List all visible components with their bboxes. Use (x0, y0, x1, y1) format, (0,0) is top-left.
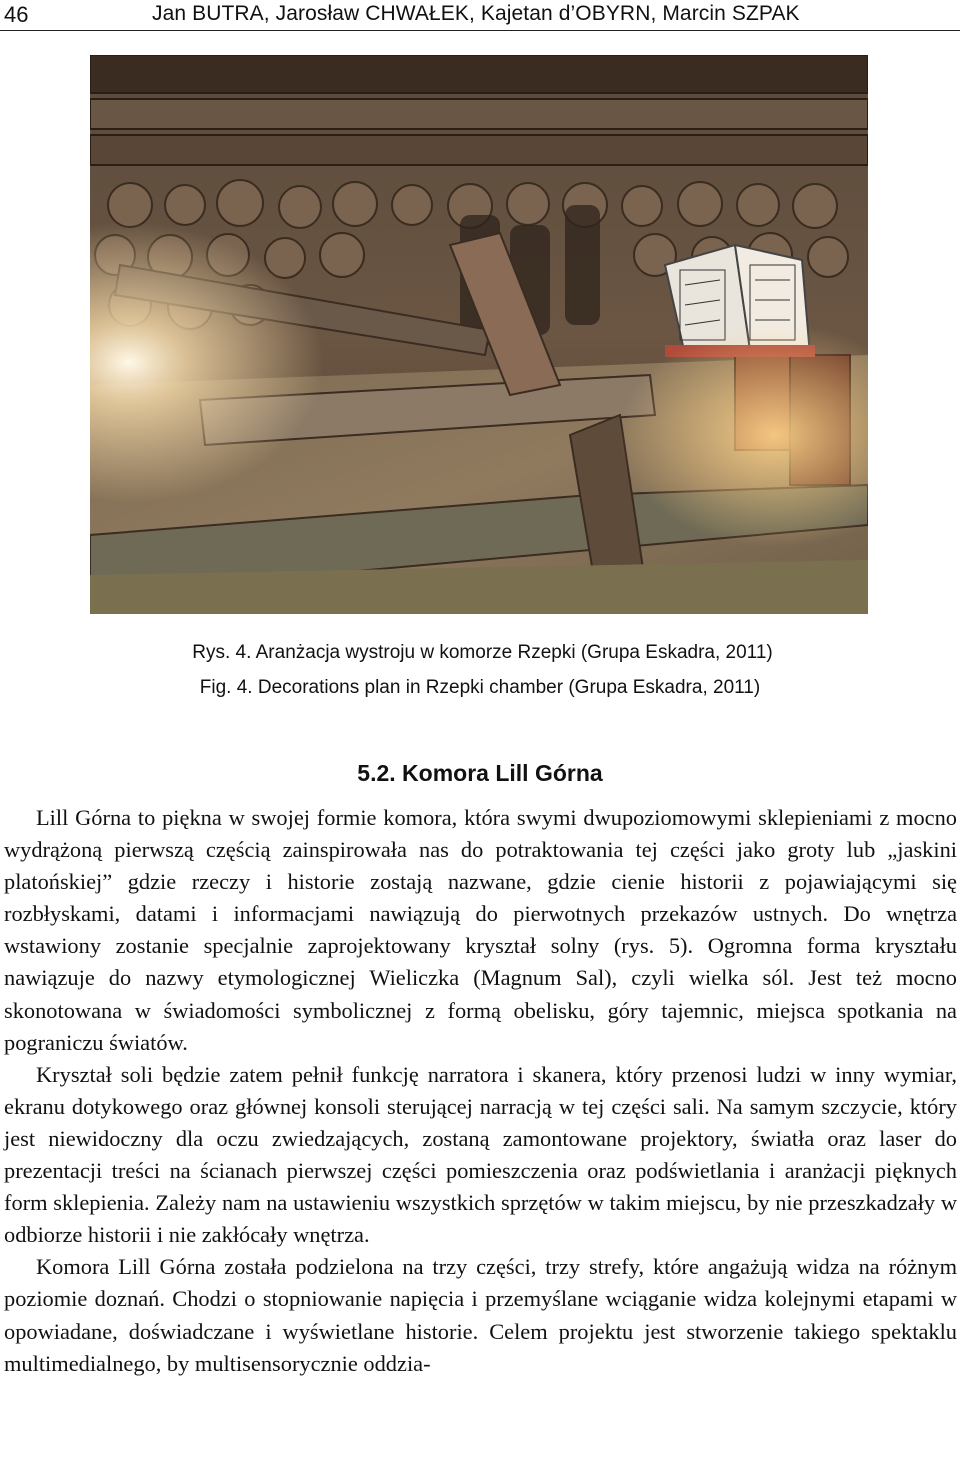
running-header-authors: Jan BUTRA, Jarosław CHWAŁEK, Kajetan d’OBYRN, Marcin SZPAK (152, 2, 800, 25)
header-rule (0, 30, 960, 31)
figure-photo-chamber (90, 55, 868, 614)
figure-caption-polish: Rys. 4. Aranżacja wystroju w komorze Rzepki (Grupa Eskadra, 2011) (192, 642, 773, 663)
body-text (4, 802, 957, 1380)
page-number: 46 (4, 2, 29, 27)
section-heading: 5.2. Komora Lill Górna (357, 760, 603, 786)
figure-caption-english: Fig. 4. Decorations plan in Rzepki chamber (Grupa Eskadra, 2011) (199, 677, 761, 698)
running-header (0, 0, 960, 34)
paragraph-intro: Lill Górna to piękna w swojej formie komora, która swymi dwupoziomowymi sklepieniami z mocno wydrążoną pierwszą częścią zainspirowała nas do potraktowania tej części jako groty lub „jaskini platońskiej” gdzie rzeczy i historie zostają nazwane, gdzie cienie historii z pojawiającymi się rozbłyskami, datami i informacjami nawiązują do pierwotnych przekazów ustnych. (4, 805, 957, 927)
photo-illustration (90, 55, 868, 614)
paragraph: Kryształ soli będzie zatem pełnił funkcję narratora i skanera, który przenosi ludzi w inny wymiar, ekranu dotykowego oraz głównej konsoli sterującej narracją w tej części sali. Na samym szczycie, który jest niewidoczny dla oczu zwiedzających, zostaną zamontowane projektory, światła oraz laser do prezentacji treści na ścianach pierwszej części pomieszczenia oraz podświetlania i aranżacji pięknych form sklepienia. Zależy nam na ustawieniu wszystkich sprzętów w takim miejscu, by nie przeszkadzały w odbiorze historii i nie zakłócały wnętrza. (4, 1061, 957, 1248)
paragraph (4, 802, 957, 1059)
paragraph-continuation: Do wnętrza wstawiony zostanie specjalnie zaprojektowany kryształ solny (rys. 5). Ogromna forma kryształu nawiązuje do nazwy etymologicznej Wieliczka (Magnum Sal), czyli wielka sól. Jest też mocno skonotowana w świadomości symbolicznej z formą obelisku, góry tajemnic, miejsca spotkania na pograniczu światów. (4, 901, 958, 1055)
paragraph: Komora Lill Górna została podzielona na trzy części, trzy strefy, które angażują widza na różnym poziomie doznań. Chodzi o stopniowanie napięcia i przemyślane wciąganie widza kolejnymi etapami w opowiadane, doświadczane i wyświetlane historie. Celem projektu jest stworzenie takiego spektaklu multimedialnego, by multisensorycznie oddzia- (4, 1254, 957, 1376)
